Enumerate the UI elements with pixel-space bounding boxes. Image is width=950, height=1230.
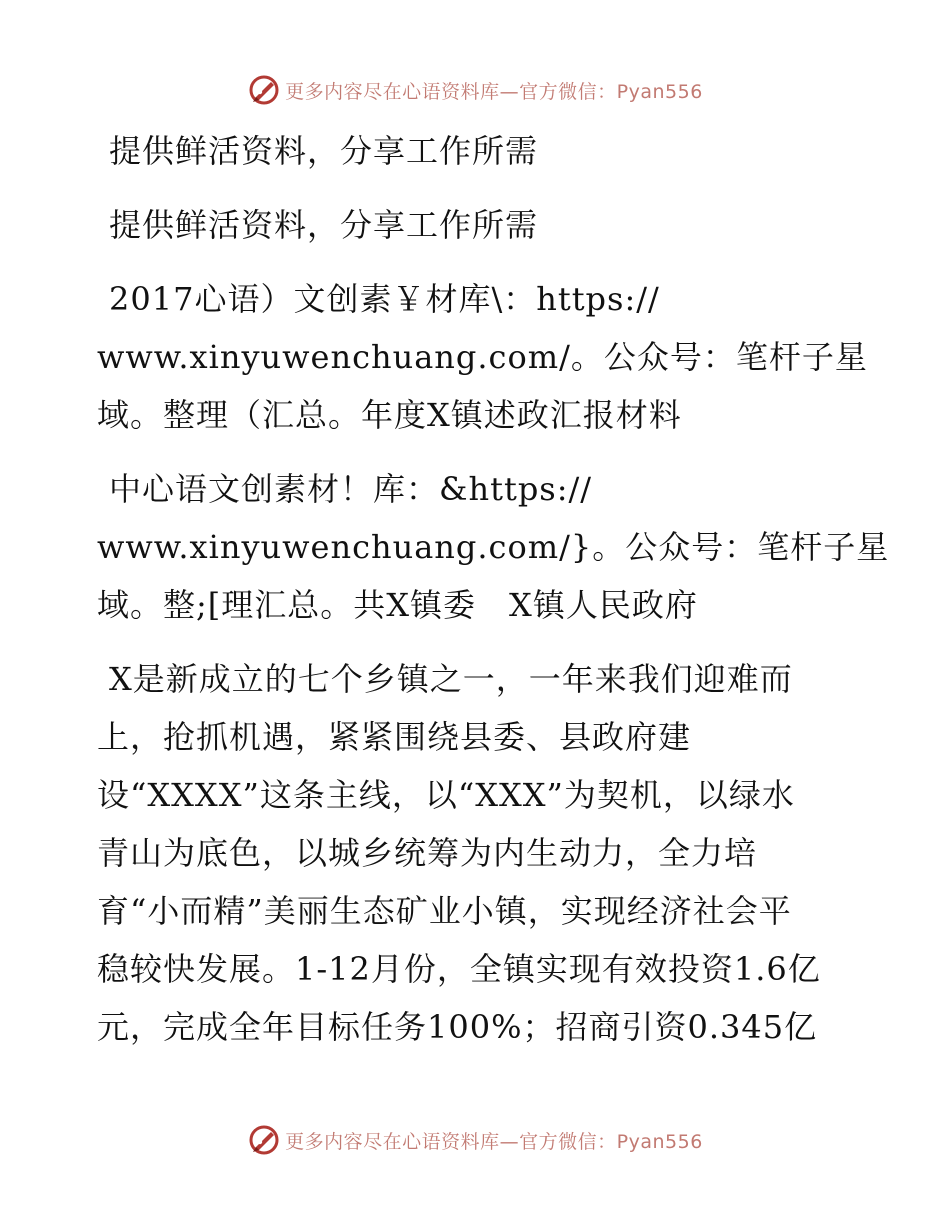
intro-line — [97, 122, 897, 180]
text-line: 元，完成全年目标任务100%；招商引资0.345亿 — [97, 1008, 818, 1046]
text-line: 上，抢抓机遇，紧紧围绕县委、县政府建 — [97, 718, 692, 756]
text-line: 提供鲜活资料，分享工作所需 — [109, 206, 539, 244]
text-line: 2017心语）文创素￥材库\：https:// — [109, 280, 660, 318]
footer-watermark-banner — [0, 1120, 950, 1160]
watermark-text: 更多内容尽在心语资料库—官方微信：Pyan556 — [285, 80, 703, 103]
stylized-pen-logo-icon — [247, 73, 281, 107]
paragraph — [97, 460, 897, 634]
document-body — [97, 122, 897, 1056]
text-line: 稳较快发展。1-12月份，全镇实现有效投资1.6亿 — [97, 950, 821, 988]
text-line: www.xinyuwenchuang.com/。公众号：笔杆子星 — [97, 338, 868, 376]
text-line: X是新成立的七个乡镇之一，一年来我们迎难而 — [109, 660, 793, 698]
stylized-pen-logo-icon — [247, 1123, 281, 1157]
text-line: 设“XXXX”这条主线，以“XXX”为契机，以绿水 — [97, 776, 795, 814]
text-line: 域。整;[理汇总。共X镇委 X镇人民政府 — [97, 586, 698, 624]
paragraph — [97, 270, 897, 444]
header-watermark-banner — [0, 70, 950, 110]
text-line: 青山为底色，以城乡统筹为内生动力，全力培 — [97, 834, 758, 872]
text-line: 中心语文创素材！库：&https:// — [109, 470, 593, 508]
text-line: 提供鲜活资料，分享工作所需 — [109, 132, 539, 170]
paragraph — [97, 650, 897, 1056]
intro-line — [97, 196, 897, 254]
text-line: 域。整理（汇总。年度X镇述政汇报材料 — [97, 396, 682, 434]
text-line: 育“小而精”美丽生态矿业小镇，实现经济社会平 — [97, 892, 792, 930]
text-line: www.xinyuwenchuang.com/}。公众号：笔杆子星 — [97, 528, 890, 566]
watermark-text: 更多内容尽在心语资料库—官方微信：Pyan556 — [285, 1130, 703, 1153]
